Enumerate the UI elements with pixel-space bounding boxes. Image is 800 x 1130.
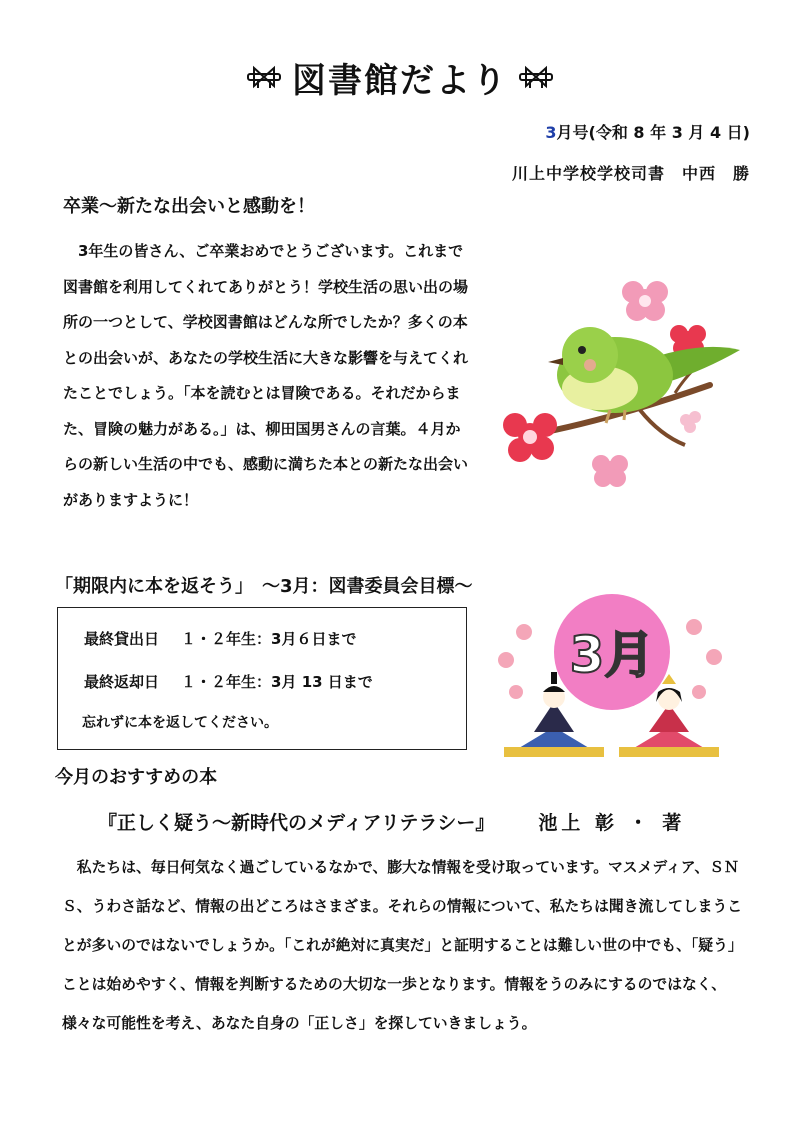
section-recommended-book-heading: 今月のおすすめの本 — [55, 767, 218, 788]
issue-date — [545, 120, 750, 143]
last-return-grades: １・２年生： — [181, 673, 272, 691]
due-dates-box — [57, 607, 467, 750]
march-badge-text: 3月 — [569, 626, 655, 684]
last-lending-row — [84, 628, 356, 649]
page-title: 図書館だより — [292, 60, 508, 101]
bird-on-plum-branch-illustration — [490, 270, 760, 510]
issue-date-rest: 月号(令和 8 年 3 月 4 日) — [556, 123, 750, 142]
return-reminder-note: 忘れずに本を返してください。 — [82, 715, 278, 731]
last-lending-label: 最終貸出日 — [84, 630, 160, 648]
section-graduation-body: 3年生の皆さん、ご卒業おめでとうございます。これまで図書館を利用してくれてありがとう！学校生活の思い出の場所の一つとして、学校図書館はどんな所でしたか？多くの本との出会いが、あなたの学校生活に大きな影響を与えてくれたことでしょう。「本を読むとは冒険である。それだからまた、冒険の魅力がある。」は、柳田国男さんの言葉。４月からの新しい生活の中でも、感動に満ちた本との新たな出会いがありますように！ — [63, 242, 469, 509]
last-return-date: 3月 13 日まで — [271, 673, 373, 691]
section-graduation-heading: 卒業〜新たな出会いと感動を！ — [63, 196, 315, 217]
issue-month: 3 — [545, 123, 557, 142]
newsletter-author: 川上中学校学校司書 中西 勝 — [511, 164, 750, 183]
title-row — [0, 52, 800, 102]
book-author: 池上 彰 ・ 著 — [538, 812, 686, 834]
recommended-book-line — [98, 808, 685, 835]
last-lending-date: 3月６日まで — [271, 630, 357, 648]
last-return-row — [84, 671, 373, 692]
hina-dolls-illustration — [494, 592, 734, 767]
ribbon-ornament-icon — [244, 64, 284, 90]
section-return-goal-heading: 「期限内に本を返そう」 〜3月：図書委員会目標〜 — [55, 576, 473, 597]
ribbon-ornament-icon — [516, 64, 556, 90]
last-lending-grades: １・２年生： — [181, 630, 272, 648]
last-return-label: 最終返却日 — [84, 673, 160, 691]
book-title: 『正しく疑う〜新時代のメディアリテラシー』 — [98, 812, 495, 834]
recommended-book-body: 私たちは、毎日何気なく過ごしているなかで、膨大な情報を受け取っています。マスメディア、ＳＮＳ、うわさ話など、情報の出どころはさまざま。それらの情報について、私たちは聞き流してしまうことが多いのではないでしょうか。「これが絶対に真実だ」と証明することは難しい世の中でも、「疑う」ことは始めやすく、情報を判断するための大切な一歩となります。情報をうのみにするのではなく、様々な可能性を考え、あなた自身の「正しさ」を探していきましょう。 — [62, 859, 743, 1032]
